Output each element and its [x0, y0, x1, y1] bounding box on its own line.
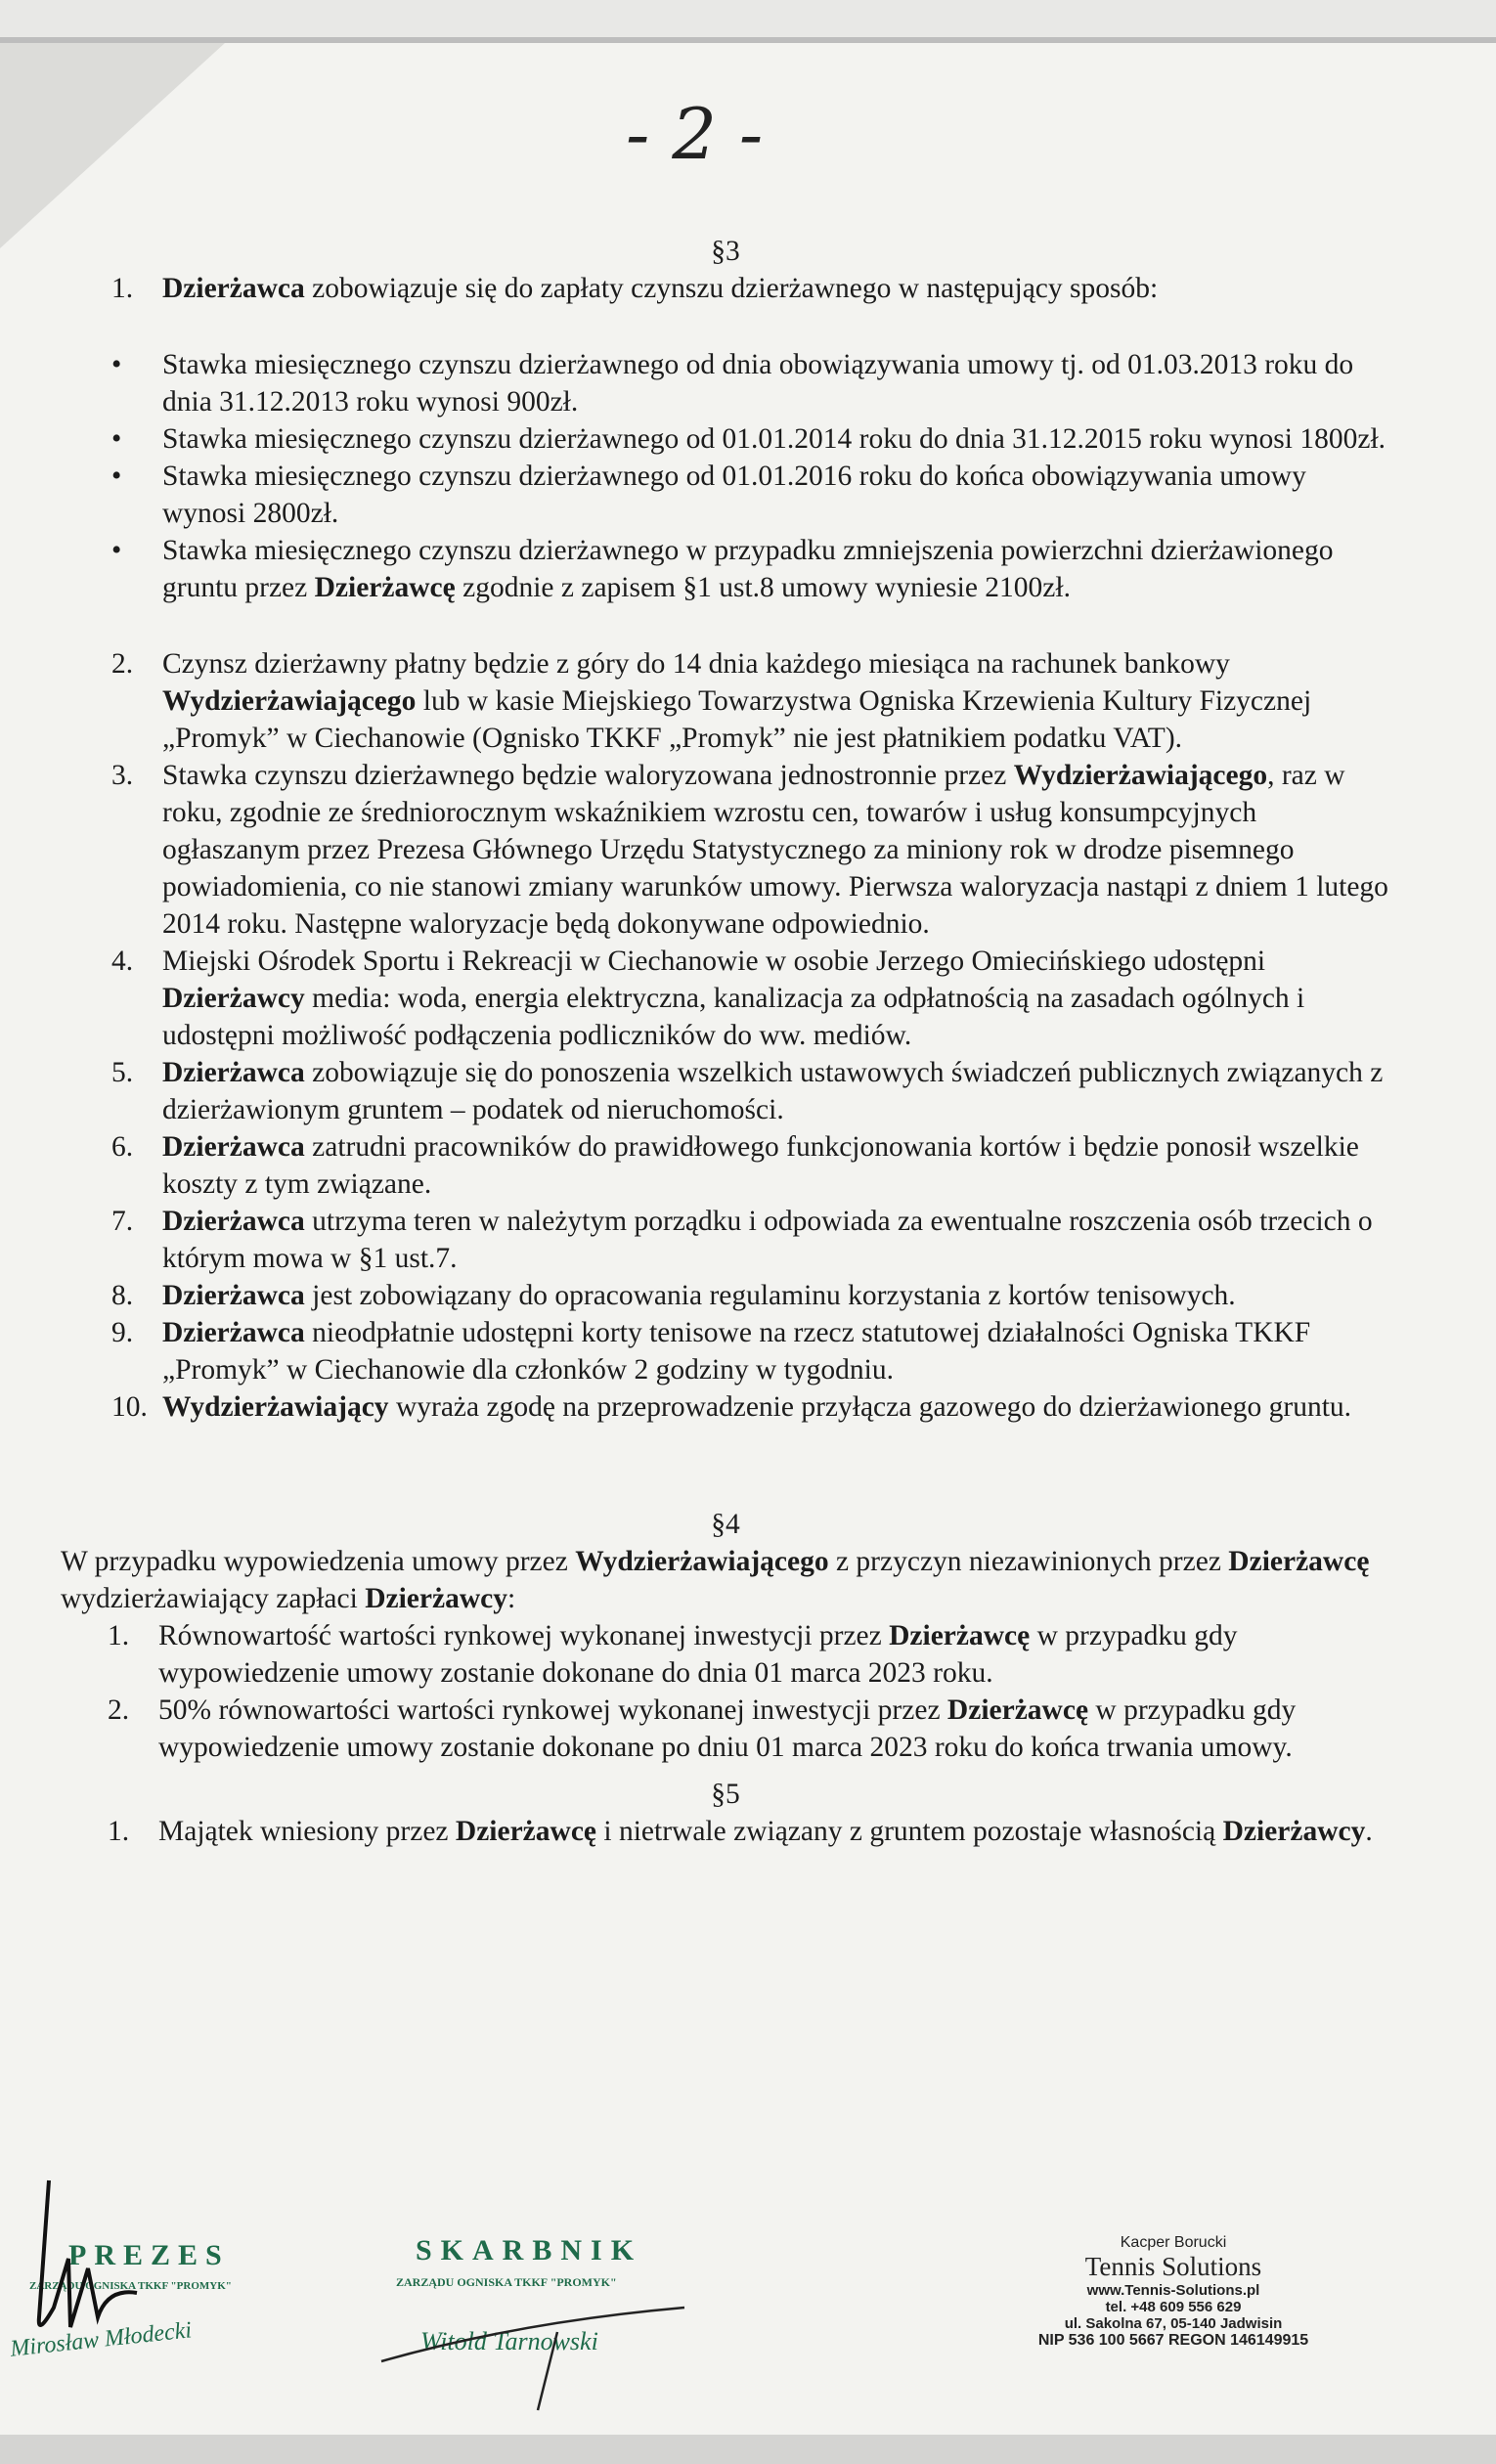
rent-bullet	[61, 458, 1390, 532]
s3-paragraph-2	[61, 645, 1390, 757]
company-stamp	[978, 2234, 1369, 2391]
bullet-text: Stawka miesięcznego czynszu dzierżawnego od dnia obowiązywania umowy tj. od 01.03.2013 roku do dnia 31.12.2013 roku wynosi 900zł.	[162, 349, 1354, 418]
stamp-title: SKARBNIK	[416, 2234, 643, 2266]
paragraph-text: wydzierżawiający zapłaci	[61, 1583, 366, 1614]
s3-paragraph-8	[61, 1277, 1390, 1314]
paragraph-text: lub w kasie Miejskiego Towarzystwa Ogniska Krzewienia Kultury Fizycznej „Promyk” w Ciechanowie (Ognisko TKKF „Promyk” nie jest płatnikiem podatku VAT).	[162, 685, 1312, 754]
stamp-subtitle: ZARZĄDU OGNISKA TKKF "PROMYK"	[396, 2275, 617, 2289]
s4-intro	[61, 1543, 1390, 1617]
bold-term: Dzierżawcę	[455, 1816, 597, 1847]
list-number: 6.	[111, 1131, 134, 1163]
s3-paragraph-5	[61, 1054, 1390, 1128]
list-number: 4.	[111, 946, 134, 977]
list-number: 7.	[111, 1206, 134, 1237]
s3-paragraph-4	[61, 943, 1390, 1054]
bold-term: Dzierżawcę	[946, 1694, 1089, 1726]
list-number: 9.	[111, 1317, 134, 1348]
rent-bullet	[61, 420, 1390, 458]
company-name: Tennis Solutions	[1084, 2252, 1262, 2281]
handwritten-signature-icon	[10, 2171, 166, 2366]
bullet-icon: •	[111, 349, 122, 380]
s3-paragraph-10	[61, 1388, 1390, 1426]
section-5-heading: §5	[711, 1779, 740, 1810]
bold-term: Dzierżawca	[162, 1317, 305, 1348]
paragraph-text: w przypadku gdy wypowiedzenie umowy zostanie dokonane do dnia 01 marca 2023 roku.	[158, 1620, 1238, 1689]
bold-term: Dzierżawca	[162, 273, 305, 304]
paragraph-text: z przyczyn niezawinionych przez	[828, 1546, 1229, 1577]
skarbnik-stamp	[372, 2234, 724, 2420]
paragraph-text: 50% równowartości wartości rynkowej wykonanej inwestycji przez	[158, 1694, 947, 1726]
paragraph-text: Stawka czynszu dzierżawnego będzie waloryzowana jednostronnie przez	[162, 760, 1014, 791]
paragraph-text: zatrudni pracowników do prawidłowego funkcjonowania kortów i będzie ponosił wszelkie koszty z tym związane.	[162, 1131, 1359, 1200]
page-fold-shadow	[0, 43, 225, 248]
list-number: 1.	[108, 1816, 130, 1847]
paragraph-text: w przypadku gdy wypowiedzenie umowy zostanie dokonane po dniu 01 marca 2023 roku do końca trwania umowy.	[158, 1694, 1297, 1763]
section-3-heading: §3	[711, 236, 740, 267]
bold-term: Dzierżawca	[162, 1131, 305, 1163]
rent-bullet	[61, 346, 1390, 420]
paragraph-text: utrzyma teren w należytym porządku i odpowiada za ewentualne roszczenia osób trzecich o którym mowa w §1 ust.7.	[162, 1206, 1373, 1274]
handwritten-signature-icon	[372, 2254, 704, 2420]
bullet-text: Stawka miesięcznego czynszu dzierżawnego od 01.01.2014 roku do dnia 31.12.2015 roku wynosi 1800zł.	[162, 423, 1386, 455]
s3-paragraph-1	[61, 270, 1390, 307]
scan-bottom-edge	[0, 2435, 1496, 2464]
paragraph-text: , raz w roku, zgodnie ze średniorocznym wskaźnikiem wzrostu cen, towarów i usług konsumpcyjnych ogłaszanym przez Prezesa Głównego Urzędu Statystycznego za miniony rok w drodze pisemnego powiadomienia, co nie stanowi zmiany warunków umowy. Pierwsza waloryzacja nastąpi z dniem 1 lutego 2014 roku. Następne waloryzacje będą dokonywane odpowiednio.	[162, 760, 1388, 940]
page-number: - 2 -	[626, 93, 764, 175]
list-number: 2.	[108, 1694, 130, 1726]
list-number: 10.	[111, 1391, 148, 1423]
s3-paragraph-9	[61, 1314, 1390, 1388]
paragraph-text: Czynsz dzierżawny płatny będzie z góry do 14 dnia każdego miesiąca na rachunek bankowy	[162, 648, 1230, 680]
bold-term: Dzierżawcę	[889, 1620, 1031, 1651]
s5-paragraph-1	[61, 1813, 1390, 1850]
list-number: 3.	[111, 760, 134, 791]
list-number: 1.	[108, 1620, 130, 1651]
bold-term: Dzierżawca	[162, 1280, 305, 1311]
paragraph-text: media: woda, energia elektryczna, kanalizacja za odpłatnością na zasadach ogólnych i udostępni możliwość podłączenia podliczników do ww. mediów.	[162, 983, 1305, 1051]
s3-paragraph-3	[61, 757, 1390, 943]
bullet-icon: •	[111, 461, 122, 492]
s3-paragraph-6	[61, 1128, 1390, 1203]
paragraph-text: Równowartość wartości rynkowej wykonanej inwestycji przez	[158, 1620, 890, 1651]
paragraph-text: Miejski Ośrodek Sportu i Rekreacji w Ciechanowie w osobie Jerzego Omiecińskiego udostępni	[162, 946, 1266, 977]
company-owner: Kacper Borucki	[1120, 2234, 1227, 2251]
bold-term: Wydzierżawiający	[162, 1391, 389, 1423]
bullet-text: Stawka miesięcznego czynszu dzierżawnego od 01.01.2016 roku do końca obowiązywania umowy wynosi 2800zł.	[162, 461, 1306, 529]
bold-term: Dzierżawcę	[1228, 1546, 1370, 1577]
paragraph-text: i nietrwale związany z gruntem pozostaje własnością	[596, 1816, 1223, 1847]
company-ids: NIP 536 100 5667 REGON 146149915	[1037, 2332, 1309, 2349]
bold-term: Wydzierżawiającego	[1013, 760, 1268, 791]
paragraph-text: zobowiązuje się do ponoszenia wszelkich ustawowych świadczeń publicznych związanych z dzierżawionym gruntem – podatek od nieruchomości.	[162, 1057, 1384, 1125]
paragraph-text: W przypadku wypowiedzenia umowy przez	[61, 1546, 576, 1577]
list-number: 2.	[111, 648, 134, 680]
company-website: www.Tennis-Solutions.pl	[1086, 2282, 1260, 2299]
bullet-icon: •	[111, 423, 122, 455]
bullet-text: Stawka miesięcznego czynszu dzierżawnego w przypadku zmniejszenia powierzchni dzierżawionego gruntu przez	[162, 535, 1334, 603]
scan-top-edge	[0, 0, 1496, 43]
bullet-text: zgodnie z zapisem §1 ust.8 umowy wyniesie 2100zł.	[455, 572, 1071, 603]
document-body	[61, 233, 1390, 1850]
company-address: ul. Sakolna 67, 05-140 Jadwisin	[1064, 2315, 1283, 2332]
company-phone: tel. +48 609 556 629	[1105, 2299, 1242, 2315]
paragraph-text: :	[506, 1583, 516, 1614]
stamp-subtitle: ZARZĄDU OGNISKA TKKF "PROMYK"	[29, 2280, 232, 2292]
bold-term: Dzierżawcy	[365, 1583, 507, 1614]
list-number: 8.	[111, 1280, 134, 1311]
bold-term: Dzierżawca	[162, 1057, 305, 1088]
paragraph-text: nieodpłatnie udostępni korty tenisowe na rzecz statutowej działalności Ogniska TKKF „Promyk” w Ciechanowie dla członków 2 godziny w tygodniu.	[162, 1317, 1311, 1386]
s4-paragraph-1	[61, 1617, 1390, 1692]
paragraph-text: .	[1365, 1816, 1373, 1847]
s3-paragraph-7	[61, 1203, 1390, 1277]
bold-term: Wydzierżawiającego	[162, 685, 417, 717]
bold-term: Dzierżawcy	[162, 983, 305, 1014]
paragraph-text: wyraża zgodę na przeprowadzenie przyłącza gazowego do dzierżawionego gruntu.	[388, 1391, 1352, 1423]
signature-name: Mirosław Młodecki	[9, 2317, 194, 2362]
bold-term: Dzierżawca	[162, 1206, 305, 1237]
prezes-stamp	[10, 2229, 303, 2425]
section-4-heading: §4	[711, 1509, 740, 1540]
list-number: 1.	[111, 273, 134, 304]
paragraph-text: Majątek wniesiony przez	[158, 1816, 456, 1847]
list-number: 5.	[111, 1057, 134, 1088]
paragraph-text: jest zobowiązany do opracowania regulaminu korzystania z kortów tenisowych.	[304, 1280, 1236, 1311]
rent-bullet	[61, 532, 1390, 606]
stamp-title: PREZES	[68, 2239, 230, 2271]
signature-name: Witold Tarnowski	[420, 2327, 598, 2355]
bullet-icon: •	[111, 535, 122, 566]
bold-term: Dzierżawcy	[1222, 1816, 1366, 1847]
s4-paragraph-2	[61, 1692, 1390, 1766]
bold-term: Wydzierżawiającego	[575, 1546, 829, 1577]
paragraph-text: zobowiązuje się do zapłaty czynszu dzierżawnego w następujący sposób:	[304, 273, 1159, 304]
bold-term: Dzierżawcę	[314, 572, 456, 603]
